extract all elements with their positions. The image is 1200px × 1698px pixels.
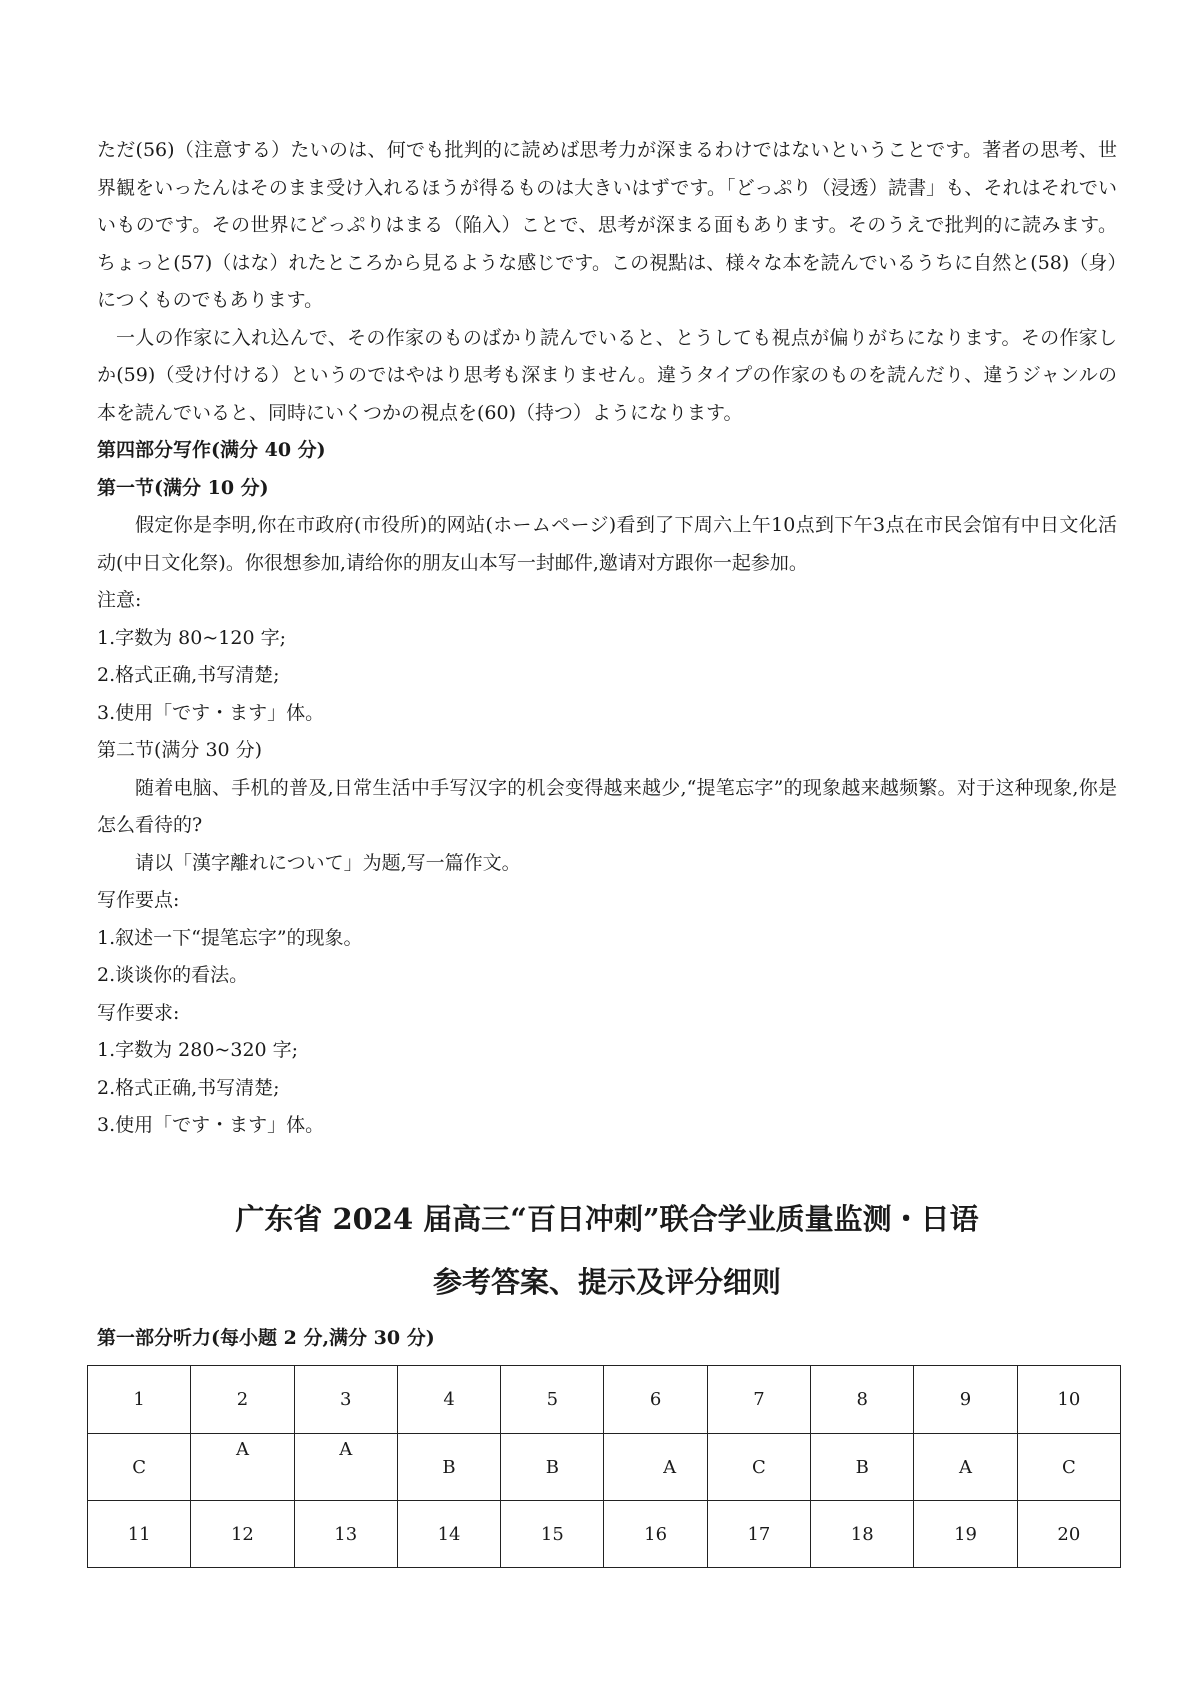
question-number-cell: 3 bbox=[294, 1366, 397, 1434]
points-label: 写作要点: bbox=[97, 889, 180, 911]
note-item: 1.字数为 80~120 字; bbox=[97, 626, 286, 649]
question-number-cell: 7 bbox=[707, 1366, 810, 1434]
table-row bbox=[88, 1501, 1121, 1568]
question-number-cell: 1 bbox=[88, 1366, 191, 1434]
notes-label: 注意: bbox=[97, 589, 142, 611]
question-number-cell: 16 bbox=[604, 1501, 707, 1568]
section2-task: 请以「漢字離れについて」为题,写一篇作文。 bbox=[135, 851, 521, 874]
answer-cell bbox=[191, 1434, 294, 1501]
note-item: 3.使用「です・ます」体。 bbox=[97, 701, 325, 724]
answer-value: C bbox=[132, 1456, 147, 1478]
answer-cell bbox=[397, 1434, 500, 1501]
answer-key-title: 广东省 2024 届高三“百日冲刺”联合学业质量监测・日语 bbox=[235, 1202, 979, 1236]
table-row bbox=[88, 1434, 1121, 1501]
question-number-cell: 9 bbox=[914, 1366, 1017, 1434]
answer-value: A bbox=[663, 1456, 677, 1478]
question-number-cell: 8 bbox=[811, 1366, 914, 1434]
answer-value: A bbox=[959, 1456, 973, 1478]
question-number-cell: 14 bbox=[397, 1501, 500, 1568]
note-item: 2.格式正确,书写清楚; bbox=[97, 664, 280, 686]
question-number-cell: 5 bbox=[501, 1366, 604, 1434]
answer-value: C bbox=[1061, 1456, 1076, 1478]
question-number-cell: 6 bbox=[604, 1366, 707, 1434]
answer-value: B bbox=[855, 1456, 869, 1478]
answer-cell bbox=[501, 1434, 604, 1501]
writing-part-title: 第四部分写作(满分 40 分) bbox=[97, 439, 326, 461]
section1-title: 第一节(满分 10 分) bbox=[97, 476, 269, 499]
reqs-label: 写作要求: bbox=[97, 1001, 180, 1024]
answer-cell bbox=[914, 1434, 1017, 1501]
passage-paragraph-1: ただ(56)（注意する）たいのは、何でも批判的に読めば思考力が深まるわけではないということです。著者の思考、世界観をいったんはそのまま受け入れるほうが得るものは大きいはずです。「どっぷり（浸透）読書」も、それはそれでいいものです。その世界にどっぷりはまる（陥入）ことで、思考が深まる面もあります。そのうえで批判的に読みます。ちょっと(57)（はな）れたところから見るような感じです。この視點は、様々な本を読んでいるうちに自然と(58)（身）につくものでもあります。 bbox=[97, 139, 1117, 311]
question-number-cell: 12 bbox=[191, 1501, 294, 1568]
answer-value: B bbox=[442, 1456, 456, 1478]
point-item: 1.叙述一下“提笔忘字”的现象。 bbox=[97, 926, 363, 949]
question-number-cell: 13 bbox=[294, 1501, 397, 1568]
question-number-cell: 18 bbox=[811, 1501, 914, 1568]
section2-title: 第二节(满分 30 分) bbox=[97, 739, 263, 761]
answer-cell bbox=[604, 1434, 707, 1501]
question-number-cell: 17 bbox=[707, 1501, 810, 1568]
question-number-cell: 19 bbox=[914, 1501, 1017, 1568]
answer-value: B bbox=[545, 1456, 559, 1478]
answer-cell bbox=[294, 1434, 397, 1501]
question-number-cell: 15 bbox=[501, 1501, 604, 1568]
answer-key-subtitle: 参考答案、提示及评分细则 bbox=[432, 1265, 781, 1299]
question-number-cell: 11 bbox=[88, 1501, 191, 1568]
table-row bbox=[88, 1366, 1121, 1434]
answer-cell bbox=[707, 1434, 810, 1501]
answer-value: C bbox=[752, 1456, 766, 1478]
section2-prompt: 随着电脑、手机的普及,日常生活中手写汉字的机会变得越来越少,“提笔忘字”的现象越来越频繁。对于这种现象,你是怎么看待的? bbox=[97, 776, 1117, 836]
req-item: 1.字数为 280~320 字; bbox=[97, 1039, 299, 1061]
req-item: 2.格式正确,书写清楚; bbox=[97, 1076, 280, 1099]
listening-section-header: 第一部分听力(每小题 2 分,满分 30 分) bbox=[97, 1327, 435, 1349]
answer-cell bbox=[1017, 1434, 1120, 1501]
section1-prompt: 假定你是李明,你在市政府(市役所)的网站(ホームページ)看到了下周六上午10点到下午3点在市民会馆有中日文化活动(中日文化祭)。你很想参加,请给你的朋友山本写一封邮件,邀请对方跟你一起参加。 bbox=[97, 514, 1117, 574]
answer-value: A bbox=[235, 1438, 249, 1460]
passage-paragraph-2: 一人の作家に入れ込んで、その作家のものばかり読んでいると、とうしても視点が偏りがちになります。その作家しか(59)（受け付ける）というのではやはり思考も深まりません。違うタイプの作家のものを読んだり、違うジャンルの本を読んでいると、同時にいくつかの視点を(60)（持つ）ようになります。 bbox=[97, 326, 1117, 424]
question-number-cell: 10 bbox=[1017, 1366, 1120, 1434]
point-item: 2.谈谈你的看法。 bbox=[97, 964, 249, 986]
answer-table bbox=[87, 1365, 1121, 1568]
question-number-cell: 2 bbox=[191, 1366, 294, 1434]
answer-cell bbox=[811, 1434, 914, 1501]
question-number-cell: 4 bbox=[397, 1366, 500, 1434]
req-item: 3.使用「です・ます」体。 bbox=[97, 1114, 325, 1136]
document-page bbox=[97, 132, 1117, 1545]
answer-cell bbox=[88, 1434, 191, 1501]
question-number-cell: 20 bbox=[1017, 1501, 1120, 1568]
answer-value: A bbox=[339, 1438, 353, 1460]
